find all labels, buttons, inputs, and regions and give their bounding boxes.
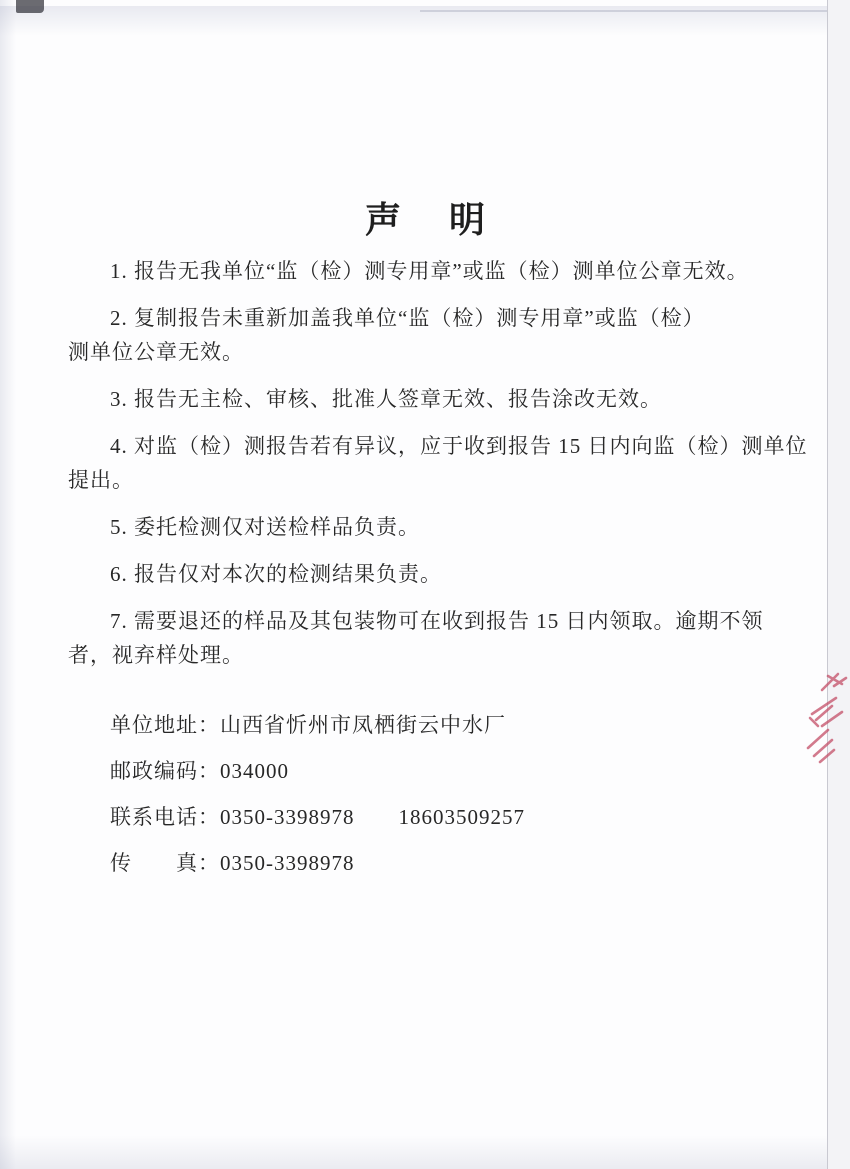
scan-edge-right-band (828, 0, 850, 1169)
contact-value: 山西省忻州市凤栖街云中水厂 (220, 713, 506, 737)
contact-value: 0350-3398978 18603509257 (220, 805, 525, 829)
statement-line: 测单位公章无效。 (68, 340, 244, 364)
red-stamp-fragment-icon (804, 668, 850, 772)
statement-item (68, 604, 788, 672)
scan-edge-left (0, 0, 16, 1169)
statement-line: 2. 复制报告未重新加盖我单位“监（检）测专用章”或监（检） (110, 306, 705, 330)
document-content (68, 0, 808, 886)
contact-line (110, 702, 788, 748)
statement-item (68, 301, 788, 369)
contact-value: 0350-3398978 (220, 851, 355, 875)
contact-line (110, 748, 788, 794)
statement-list (68, 254, 808, 672)
contact-value: 034000 (220, 759, 289, 783)
statement-line: 7. 需要退还的样品及其包装物可在收到报告 15 日内领取。逾期不领 (110, 609, 764, 633)
statement-line: 3. 报告无主检、审核、批准人签章无效、报告涂改无效。 (110, 387, 662, 411)
statement-item (68, 254, 788, 288)
statement-line: 5. 委托检测仅对送检样品负责。 (110, 515, 420, 539)
contact-label: 邮政编码： (110, 759, 220, 783)
statement-item (68, 429, 808, 497)
contact-label: 联系电话： (110, 805, 220, 829)
statement-line: 者，视弃样处理。 (68, 643, 244, 667)
statement-line: 1. 报告无我单位“监（检）测专用章”或监（检）测单位公章无效。 (110, 259, 749, 283)
statement-line: 6. 报告仅对本次的检测结果负责。 (110, 562, 442, 586)
statement-item (68, 382, 788, 416)
page-title: 声 明 (364, 199, 491, 240)
scan-edge-bottom (0, 1135, 850, 1169)
contact-label: 传 真： (110, 851, 220, 875)
contact-line (110, 840, 788, 886)
scan-paper-edge-line (827, 0, 828, 1169)
statement-line: 提出。 (68, 468, 134, 492)
contact-label: 单位地址： (110, 713, 220, 737)
statement-line: 4. 对监（检）测报告若有异议，应于收到报告 15 日内向监（检）测单位 (110, 434, 808, 458)
statement-item (68, 510, 788, 544)
statement-item (68, 557, 788, 591)
contact-line (110, 794, 788, 840)
scan-corner-mark (16, 0, 44, 13)
contact-block (68, 702, 788, 886)
